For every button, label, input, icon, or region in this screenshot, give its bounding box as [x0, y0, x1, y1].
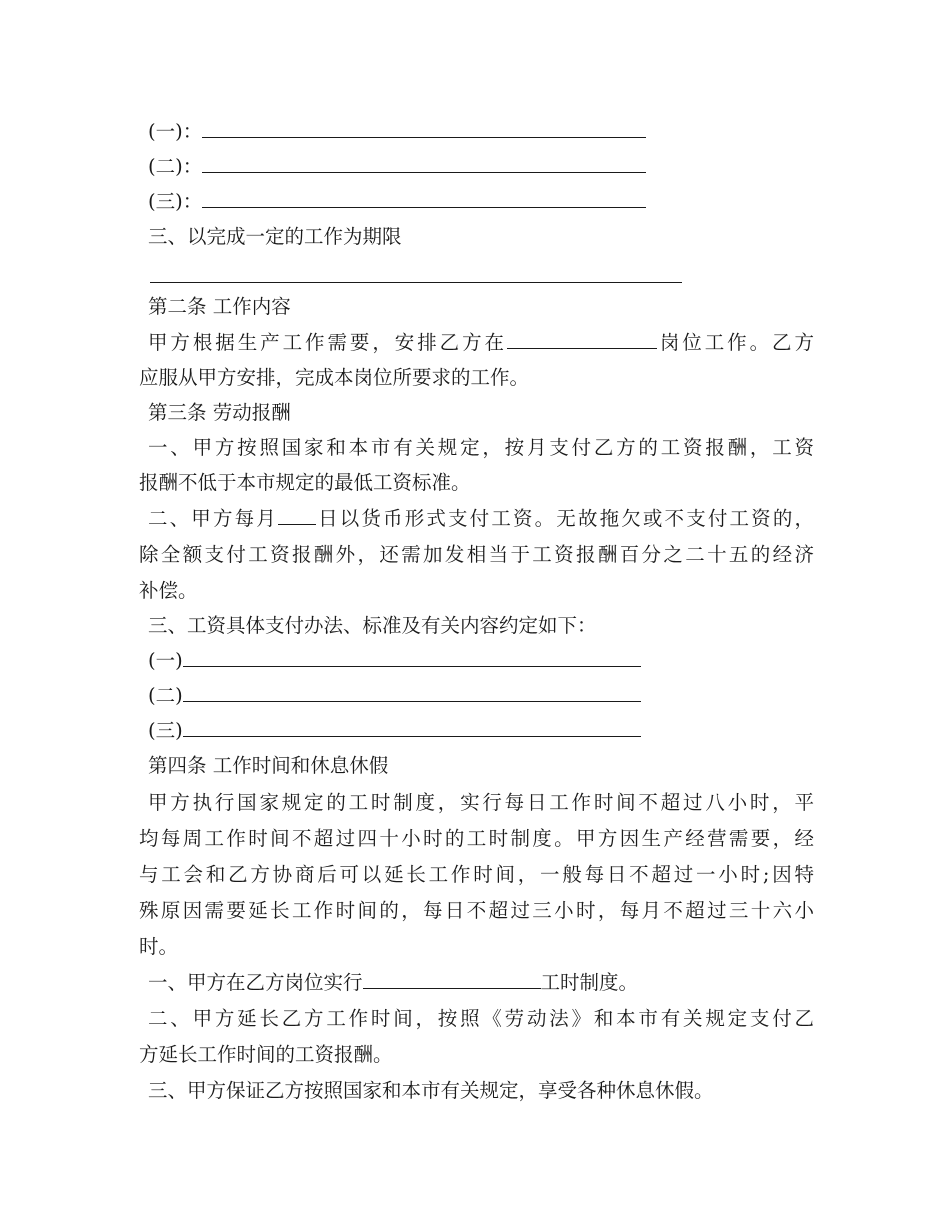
- text-span: 日以货币形式支付工资。无故拖欠或不支付工资的，: [315, 507, 814, 530]
- blank-line[interactable]: [183, 644, 641, 667]
- article-3-clause-1: 一、甲方按照国家和本市有关规定，按月支付乙方的工资报酬，工资: [148, 436, 814, 459]
- blank-line[interactable]: [202, 115, 646, 138]
- text-span: (二): [148, 684, 183, 707]
- post-blank[interactable]: [507, 326, 657, 349]
- text-span: 工时制度。: [540, 971, 639, 994]
- article-3-title: 第三条 劳动报酬: [148, 401, 291, 424]
- article-2-paragraph-line: 应服从甲方安排，完成本岗位所要求的工作。: [139, 366, 530, 389]
- article-2-paragraph-line: [148, 325, 814, 360]
- blank-line[interactable]: [202, 185, 646, 208]
- fixed-task-term: 三、以完成一定的工作为期限: [148, 225, 402, 248]
- blank-line[interactable]: [202, 150, 646, 173]
- article-4-clause-1: [148, 965, 823, 1000]
- text-span: 二、甲方每月: [148, 507, 278, 530]
- text-span: (三): [148, 719, 183, 742]
- pay-item-two: [148, 678, 823, 713]
- article-4-paragraph-line: 殊原因需要延长工作时间的，每日不超过三小时，每月不超过三十六小: [139, 899, 814, 922]
- item-one-label: (一)：: [148, 120, 203, 143]
- item-three: [148, 184, 823, 219]
- article-2-title: 第二条 工作内容: [148, 295, 291, 318]
- text-span: (一): [148, 649, 183, 672]
- item-one: [148, 114, 823, 149]
- article-4-paragraph-line: 与工会和乙方协商后可以延长工作时间，一般每日不超过一小时;因特: [139, 863, 814, 886]
- article-3-clause-2: [148, 501, 814, 536]
- blank-line[interactable]: [183, 679, 641, 702]
- article-3-clause-2-cont: 除全额支付工资报酬外，还需加发相当于工资报酬百分之二十五的经济: [139, 543, 814, 566]
- article-4-clause-2-cont: 方延长工作时间的工资报酬。: [139, 1043, 393, 1066]
- item-two-label: (二)：: [148, 155, 203, 178]
- hours-system-blank[interactable]: [363, 966, 541, 989]
- article-4-title: 第四条 工作时间和休息休假: [148, 754, 389, 777]
- article-4-clause-3: 三、甲方保证乙方按照国家和本市有关规定，享受各种休息休假。: [148, 1079, 714, 1102]
- text-span: 甲方根据生产工作需要，安排乙方在: [148, 331, 507, 354]
- pay-item-three: [148, 713, 823, 748]
- article-3-clause-1-cont: 报酬不低于本市规定的最低工资标准。: [139, 471, 471, 494]
- item-three-label: (三)：: [148, 190, 203, 213]
- text-span: 一、甲方在乙方岗位实行: [148, 971, 363, 994]
- blank-line[interactable]: [150, 282, 682, 283]
- blank-line[interactable]: [183, 714, 641, 737]
- article-4-paragraph-line: 均每周工作时间不超过四十小时的工时制度。甲方因生产经营需要，经: [139, 827, 814, 850]
- article-3-clause-3: 三、工资具体支付办法、标准及有关内容约定如下：: [148, 614, 597, 637]
- article-3-clause-2-cont: 补偿。: [139, 579, 198, 602]
- article-4-paragraph-line: 时。: [139, 935, 179, 958]
- article-4-paragraph-line: 甲方执行国家规定的工时制度，实行每日工作时间不超过八小时，平: [148, 791, 814, 814]
- text-span: 岗位工作。乙方: [656, 331, 814, 354]
- pay-item-one: [148, 643, 823, 678]
- article-4-clause-2: 二、甲方延长乙方工作时间，按照《劳动法》和本市有关规定支付乙: [148, 1007, 814, 1030]
- item-two: [148, 149, 823, 184]
- pay-day-blank[interactable]: [278, 502, 316, 525]
